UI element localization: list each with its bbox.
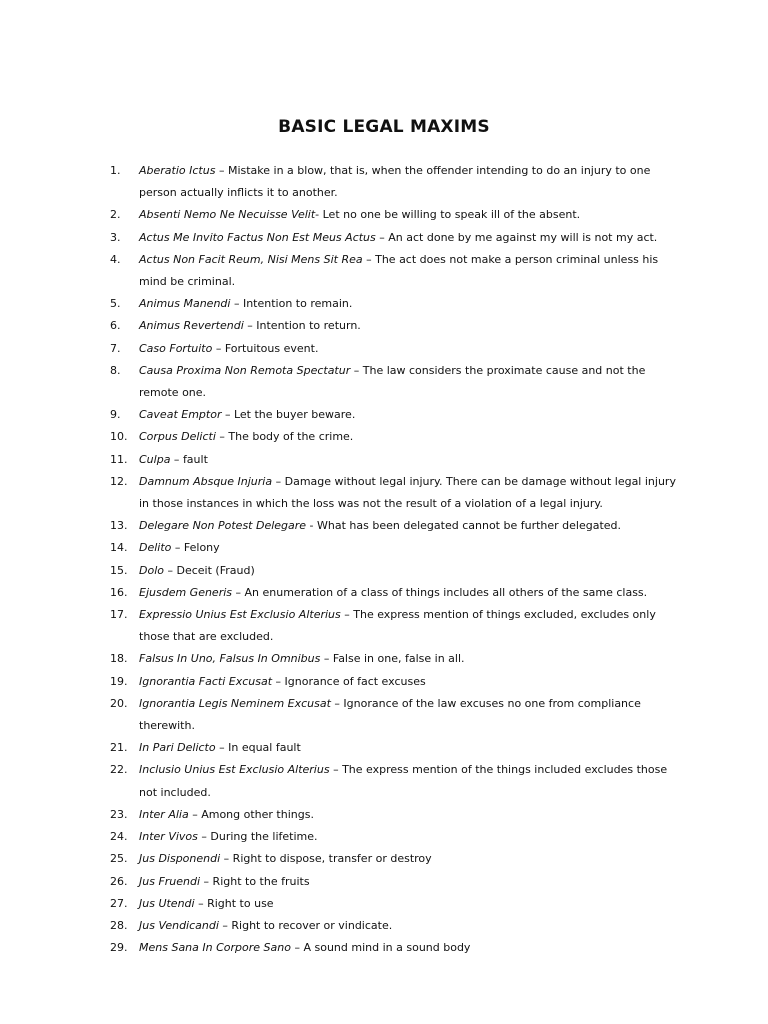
maxim-separator: – bbox=[243, 319, 257, 333]
maxim-separator: – bbox=[272, 474, 285, 488]
maxim-separator: – bbox=[272, 674, 285, 688]
maxim-term: Jus Utendi bbox=[139, 896, 195, 910]
maxim-number: 19. bbox=[110, 674, 128, 688]
maxim-separator: – bbox=[320, 652, 333, 666]
maxim-separator: – bbox=[200, 874, 213, 888]
maxim-separator: – bbox=[340, 608, 354, 622]
maxim-term: Caso Fortuito bbox=[139, 341, 213, 355]
maxim-number: 18. bbox=[110, 652, 128, 666]
maxim-definition: Deceit (Fraud) bbox=[176, 563, 255, 577]
maxim-term: Actus Non Facit Reum, Nisi Mens Sit Rea bbox=[139, 252, 363, 266]
maxim-separator: – bbox=[362, 252, 376, 266]
maxim-definition: The express mention of the things included excludes those not included. bbox=[139, 763, 668, 799]
maxim-item bbox=[110, 515, 680, 537]
maxim-number: 25. bbox=[110, 852, 128, 866]
maxim-definition: In equal fault bbox=[228, 741, 301, 755]
maxim-item bbox=[110, 893, 680, 915]
maxim-number: 5. bbox=[110, 297, 121, 311]
maxim-term: Damnum Absque Injuria bbox=[139, 474, 273, 488]
maxim-item bbox=[110, 426, 680, 448]
maxim-term: Inclusio Unius Est Exclusio Alterius bbox=[139, 763, 330, 777]
maxim-number: 16. bbox=[110, 585, 128, 599]
maxim-definition: What has been delegated cannot be further delegated. bbox=[317, 519, 622, 533]
maxim-separator: – bbox=[350, 363, 363, 377]
maxim-number: 14. bbox=[110, 541, 128, 555]
maxim-term: Actus Me Invito Factus Non Est Meus Actus bbox=[139, 230, 376, 244]
maxim-separator: – bbox=[330, 696, 344, 710]
maxim-separator: – bbox=[230, 297, 243, 311]
maxim-item bbox=[110, 315, 680, 337]
maxim-separator: – bbox=[171, 541, 184, 555]
maxim-number: 7. bbox=[110, 341, 121, 355]
maxim-separator: - bbox=[315, 208, 323, 222]
maxim-item bbox=[110, 915, 680, 937]
maxim-definition: A sound mind in a sound body bbox=[303, 941, 471, 955]
maxim-item bbox=[110, 360, 680, 404]
maxim-definition: An act done by me against my will is not my act. bbox=[388, 230, 658, 244]
maxim-definition: An enumeration of a class of things includes all others of the same class. bbox=[244, 585, 648, 599]
maxim-item bbox=[110, 937, 680, 959]
maxim-separator: – bbox=[188, 807, 202, 821]
maxim-item bbox=[110, 648, 680, 670]
maxim-definition: Damage without legal injury. There can be damage without legal injury in those instances in which the loss was not the result of a violation of a legal injury. bbox=[139, 474, 676, 511]
maxim-definition: Right to recover or vindicate. bbox=[231, 918, 393, 932]
maxim-definition: During the lifetime. bbox=[210, 830, 318, 844]
maxim-term: Inter Vivos bbox=[139, 830, 198, 844]
maxim-definition: Right to the fruits bbox=[212, 874, 310, 888]
maxim-item bbox=[110, 693, 680, 737]
maxim-item bbox=[110, 671, 680, 693]
maxim-term: Jus Disponendi bbox=[139, 852, 221, 866]
maxim-number: 26. bbox=[110, 874, 128, 888]
maxim-item bbox=[110, 471, 680, 515]
maxim-definition: Fortuitous event. bbox=[224, 341, 319, 355]
maxim-separator: – bbox=[164, 563, 177, 577]
maxim-term: Ejusdem Generis bbox=[139, 585, 233, 599]
maxim-term: Ignorantia Facti Excusat bbox=[139, 674, 273, 688]
maxim-separator: – bbox=[194, 896, 208, 910]
maxim-separator: – bbox=[218, 918, 232, 932]
maxim-definition: False in one, false in all. bbox=[332, 652, 465, 666]
maxim-separator: – bbox=[232, 585, 245, 599]
maxim-separator: – bbox=[215, 741, 229, 755]
maxim-term: Corpus Delicti bbox=[139, 430, 216, 444]
maxim-number: 3. bbox=[110, 230, 121, 244]
maxim-number: 23. bbox=[110, 807, 128, 821]
maxim-number: 24. bbox=[110, 830, 128, 844]
maxim-separator: – bbox=[221, 408, 234, 422]
maxim-separator: – bbox=[290, 941, 304, 955]
maxim-separator: – bbox=[170, 452, 183, 466]
maxims-list bbox=[110, 160, 680, 959]
maxim-item bbox=[110, 737, 680, 759]
maxim-term: Expressio Unius Est Exclusio Alterius bbox=[139, 608, 341, 622]
maxim-number: 17. bbox=[110, 608, 128, 622]
maxim-term: Causa Proxima Non Remota Spectatur bbox=[139, 363, 351, 377]
maxim-number: 21. bbox=[110, 741, 128, 755]
maxim-term: Culpa bbox=[139, 452, 171, 466]
maxim-item bbox=[110, 804, 680, 826]
maxim-definition: Ignorance of fact excuses bbox=[284, 674, 426, 688]
maxim-item bbox=[110, 338, 680, 360]
maxim-definition: The express mention of things excluded, excludes only those that are excluded. bbox=[139, 608, 656, 644]
maxim-definition: Let no one be willing to speak ill of the absent. bbox=[322, 208, 581, 222]
maxim-separator: – bbox=[212, 341, 225, 355]
maxim-term: Aberatio Ictus bbox=[139, 164, 216, 177]
maxim-term: Falsus In Uno, Falsus In Omnibus bbox=[139, 652, 321, 666]
maxim-term: Delito bbox=[139, 541, 172, 555]
maxim-item bbox=[110, 848, 680, 870]
maxim-number: 28. bbox=[110, 918, 128, 932]
maxim-definition: Intention to remain. bbox=[242, 297, 353, 311]
maxim-item bbox=[110, 160, 680, 204]
maxim-item bbox=[110, 560, 680, 582]
maxim-definition: Among other things. bbox=[201, 807, 314, 821]
maxim-number: 1. bbox=[110, 164, 121, 177]
maxim-term: In Pari Delicto bbox=[139, 741, 216, 755]
page-title: BASIC LEGAL MAXIMS bbox=[278, 117, 490, 137]
maxim-definition: The law considers the proximate cause and not the remote one. bbox=[139, 363, 646, 400]
maxim-term: Caveat Emptor bbox=[139, 408, 222, 422]
maxim-definition: Mistake in a blow, that is, when the offender intending to do an injury to one person actually inflicts it to another. bbox=[139, 164, 651, 200]
maxim-separator: – bbox=[215, 164, 228, 177]
maxim-definition: Let the buyer beware. bbox=[233, 408, 356, 422]
maxim-item bbox=[110, 582, 680, 604]
maxim-number: 13. bbox=[110, 519, 128, 533]
maxim-item bbox=[110, 293, 680, 315]
maxim-separator: – bbox=[215, 430, 229, 444]
maxim-number: 4. bbox=[110, 252, 121, 266]
maxim-term: Animus Manendi bbox=[139, 297, 231, 311]
maxim-definition: Right to use bbox=[207, 896, 274, 910]
maxim-term: Inter Alia bbox=[139, 807, 189, 821]
maxim-item bbox=[110, 537, 680, 559]
maxim-definition: fault bbox=[182, 452, 208, 466]
maxim-term: Jus Vendicandi bbox=[139, 918, 219, 932]
maxim-number: 20. bbox=[110, 696, 128, 710]
maxim-term: Mens Sana In Corpore Sano bbox=[139, 941, 291, 955]
maxim-term: Delegare Non Potest Delegare bbox=[139, 519, 307, 533]
maxim-number: 11. bbox=[110, 452, 128, 466]
maxim-separator: - bbox=[306, 519, 318, 533]
maxim-definition: Intention to return. bbox=[256, 319, 361, 333]
maxim-separator: – bbox=[220, 852, 233, 866]
maxim-number: 15. bbox=[110, 563, 128, 577]
maxim-number: 9. bbox=[110, 408, 121, 422]
maxim-item bbox=[110, 826, 680, 848]
maxim-number: 2. bbox=[110, 208, 121, 222]
maxim-separator: – bbox=[197, 830, 211, 844]
maxim-separator: – bbox=[329, 763, 343, 777]
maxim-number: 8. bbox=[110, 363, 121, 377]
maxim-term: Absenti Nemo Ne Necuisse Velit bbox=[139, 208, 316, 222]
maxim-term: Dolo bbox=[139, 563, 164, 577]
maxim-item bbox=[110, 449, 680, 471]
maxim-item bbox=[110, 759, 680, 803]
maxim-number: 12. bbox=[110, 474, 128, 488]
maxim-term: Ignorantia Legis Neminem Excusat bbox=[139, 696, 331, 710]
maxim-definition: The body of the crime. bbox=[228, 430, 354, 444]
maxim-item bbox=[110, 404, 680, 426]
maxim-definition: The act does not make a person criminal unless his mind be criminal. bbox=[139, 252, 659, 289]
maxim-item bbox=[110, 204, 680, 226]
maxim-term: Jus Fruendi bbox=[139, 874, 201, 888]
maxim-item bbox=[110, 227, 680, 249]
maxim-separator: – bbox=[375, 230, 389, 244]
maxim-number: 22. bbox=[110, 763, 128, 777]
maxim-definition: Ignorance of the law excuses no one from compliance therewith. bbox=[139, 696, 641, 733]
maxim-number: 27. bbox=[110, 896, 128, 910]
maxim-item bbox=[110, 871, 680, 893]
maxim-item bbox=[110, 249, 680, 293]
maxim-term: Animus Revertendi bbox=[139, 319, 244, 333]
maxim-number: 6. bbox=[110, 319, 121, 333]
maxim-item bbox=[110, 604, 680, 648]
maxim-number: 10. bbox=[110, 430, 128, 444]
maxim-definition: Felony bbox=[183, 541, 220, 555]
maxim-number: 29. bbox=[110, 941, 128, 955]
maxim-definition: Right to dispose, transfer or destroy bbox=[232, 852, 432, 866]
